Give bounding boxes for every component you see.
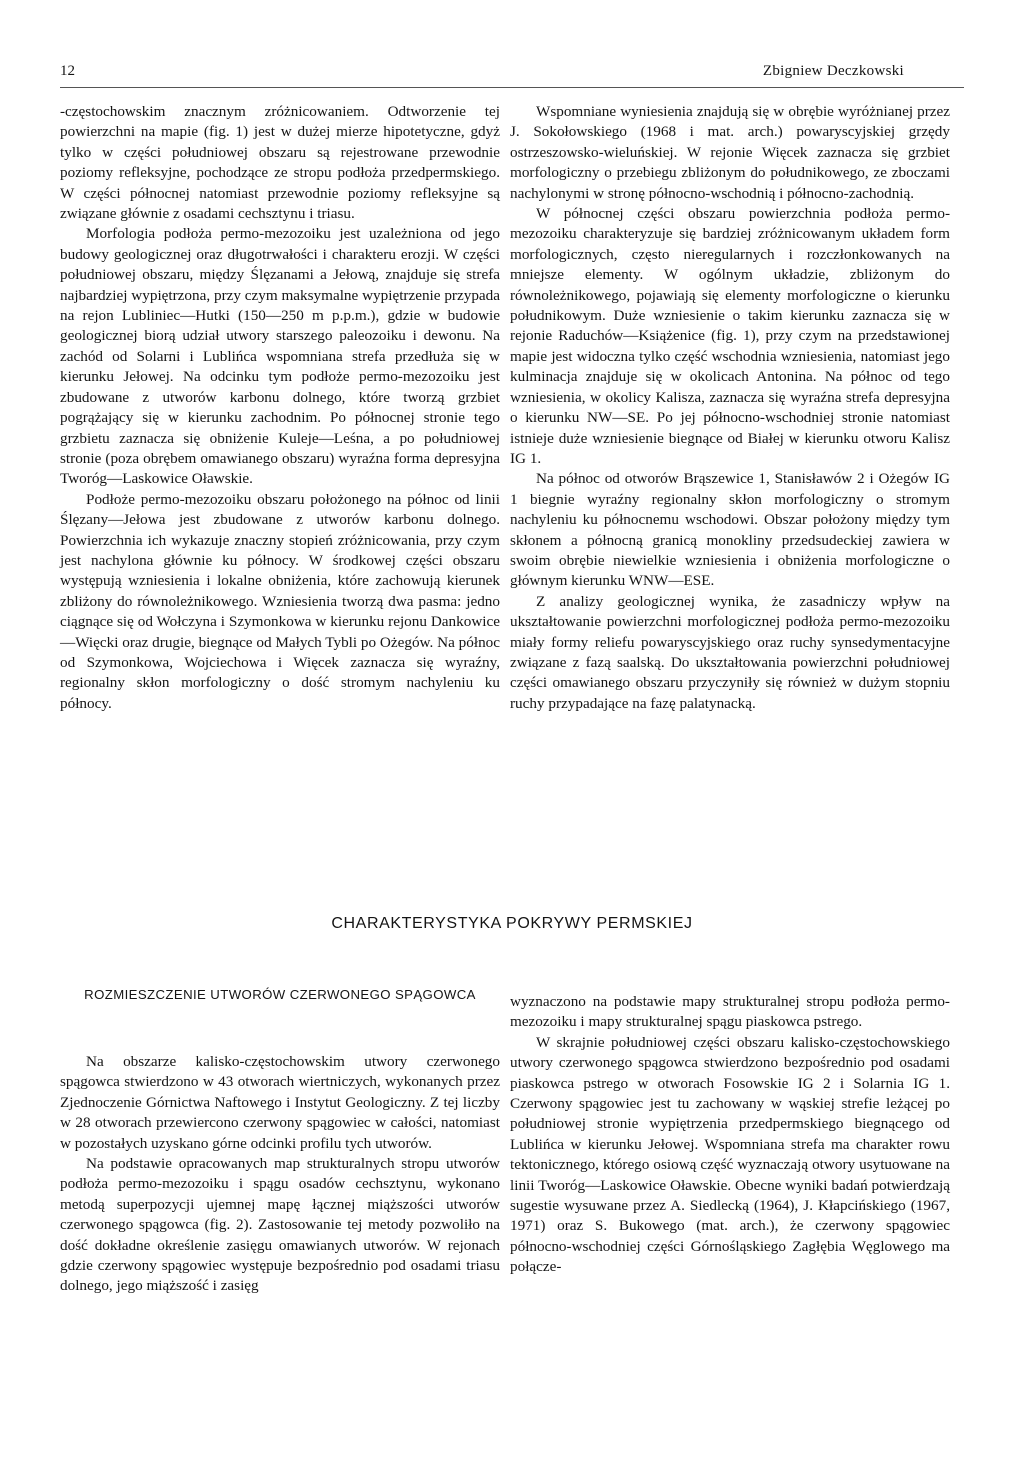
paragraph: Z analizy geologicznej wynika, że zasadniczy wpływ na ukształtowanie powierzchni morfologicznej podłoża permo-mezozoiku miały formy reliefu powaryscyjskiego oraz ruchy synsedymentacyjne związane z fazą saalską. Do ukształtowania powierzchni południowej części omawianego obszaru przyczyniły się również w dużym stopniu ruchy przypadające na fazę palatynacką. — [510, 592, 950, 712]
section-heading: CHARAKTERYSTYKA POKRYWY PERMSKIEJ — [331, 915, 693, 932]
text-column-upper-right — [510, 102, 950, 714]
running-author: Zbigniew Deczkowski — [762, 63, 904, 79]
paragraph: Wspomniane wyniesienia znajdują się w obrębie wyróżnianej przez J. Sokołowskiego (1968 i mat. arch.) powaryscyjskiej grzędy ostrzeszowsko-wieluńskiej. W rejonie Więcek zaznacza się grzbiet morfologiczny o przebiegu zbliżonym do południkowego, ze zboczami nachylonymi w stronę północno-wschodnią i północno-zachodnią. — [510, 103, 950, 202]
paragraph: W skrajnie południowej części obszaru kalisko-częstochowskiego utwory czerwonego spągowca stwierdzono bezpośrednio pod osadami piaskowca pstrego w otworach Fosowskie IG 2 i Solarnia IG 1. Czerwony spągowiec jest tu zachowany w wąskiej strefie leżącej po południowej stronie wypiętrzenia przedpermskiego biegnącego od Lublińca w kierunku Jełowej. Wspomniana strefa ma charakter rowu tektonicznego, którego osiową część wyznaczają otwory usytuowane na linii Tworóg—Laskowice Oławskie. Obecne wyniki badań potwierdzają sugestie wysuwane przez A. Siedlecką (1964), J. Kłapcińskiego (1967, 1971) oraz S. Bukowego (mat. arch.), że czerwony spągowiec północno-wschodniej części Górnośląskiego Zagłębia Węglowego ma połącze- — [510, 1033, 950, 1276]
paragraph: Na północ od otworów Brąszewice 1, Stanisławów 2 i Ożegów IG 1 biegnie wyraźny regionalny skłon morfologiczny o stromym nachyleniu ku północnemu wschodowi. Obszar położony między tym skłonem a północną granicą monokliny przedsudeckiej zawiera w swoim obrębie niewielkie wzniesienia i obniżenia morfologiczne o głównym kierunku WNW—ESE. — [510, 470, 950, 590]
text-column-upper-left — [60, 102, 500, 714]
text-column-lower-right — [510, 992, 950, 1278]
subsection-heading: ROZMIESZCZENIE UTWORÓW CZERWONEGO SPĄGOWCA — [84, 987, 476, 1002]
paragraph: Na podstawie opracowanych map strukturalnych stropu utworów podłoża permo-mezozoiku i spągu osadów cechsztynu, wykonano metodą superpozycji ujemnej mapę łącznej miąższości utworów czerwonego spągowca (fig. 2). Zastosowanie tej metody pozwoliło na dość dokładne określenie zasięgu omawianych utworów. W rejonach gdzie czerwony spągowiec występuje bezpośrednio pod osadami triasu dolnego, jego miąższość i zasięg — [60, 1155, 500, 1295]
paragraph: Podłoże permo-mezozoiku obszaru położonego na północ od linii Ślęzany—Jełowa jest zbudowane z utworów karbonu dolnego. Powierzchnia ich wykazuje znaczny stopień zróżnicowania, przy czym jest nachylona głównie ku północy. W środkowej części obszaru występują wzniesienia i lokalne obniżenia, które zachowują kierunek zbliżony do równoleżnikowego. Wzniesienia tworzą dwa pasma: jedno ciągnące się od Wołczyna i Szymonkowa w kierunku rejonu Dankowice—Więcki oraz drugie, biegnące od Małych Tybli po Ożegów. Na północ od Szymonkowa, Wojciechowa i Więcek zaznacza się wyraźny, regionalny skłon morfologiczny o dość stromym nachyleniu ku północy. — [60, 490, 500, 712]
paragraph: Na obszarze kalisko-częstochowskim utwory czerwonego spągowca stwierdzono w 43 otworach wiertniczych, wykonanych przez Zjednoczenie Górnictwa Naftowego i Instytut Geologiczny. Z tej liczby w 28 otworach przewiercono czerwony spągowiec w całości, natomiast w pozostałych uzyskano górne odcinki profilu tych utworów. — [60, 1053, 500, 1152]
page-number: 12 — [60, 63, 75, 79]
paragraph: wyznaczono na podstawie mapy strukturalnej stropu podłoża permo-mezozoiku i mapy strukturalnej spągu piaskowca pstrego. — [510, 993, 950, 1031]
paragraph: -częstochowskim znacznym zróżnicowaniem. Odtworzenie tej powierzchni na mapie (fig. 1) jest w dużej mierze hipotetyczne, gdyż tylko w części południowej obszaru są rejestrowane przewodnie poziomy refleksyjne, pochodzące ze stropu podłoża przedpermskiego. W części północnej natomiast przewodnie poziomy refleksyjne są związane głównie z osadami cechsztynu i triasu. — [60, 103, 500, 223]
paragraph: W północnej części obszaru powierzchnia podłoża permo-mezozoiku charakteryzuje się bardziej zróżnicowanym układem form morfologicznych, często nieregularnych i rozczłonkowanych na mniejsze elementy. W ogólnym układzie, zbliżonym do równoleżnikowego, pojawiają się elementy morfologiczne o kierunku południkowym. Duże wzniesienie o takim kierunku zaznacza się w rejonie Raduchów—Książenice (fig. 1), przy czym na przedstawionej mapie jest widoczna tylko część wschodnia wzniesienia, natomiast jego kulminacja znajduje się w okolicach Antonina. Na północ od tego wzniesienia, w okolicy Kalisza, zaznacza się wyraźna strefa depresyjna o kierunku NW—SE. Po jej północno-wschodniej stronie natomiast istnieje duże wzniesienie biegnące od Białej w kierunku otworu Kalisz IG 1. — [510, 205, 950, 467]
text-column-lower-left — [60, 1052, 500, 1297]
paragraph: Morfologia podłoża permo-mezozoiku jest uzależniona od jego budowy geologicznej oraz długotrwałości i charakteru erozji. W części południowej obszaru, między Ślęzanami a Jełową, znajduje się strefa najbardziej wypiętrzona, przy czym maksymalne wypiętrzenie przypada na rejon Lubliniec—Hutki (150—250 m p.p.m.), gdzie w budowie geologicznej biorą udział utwory starszego paleozoiku i dewonu. Na zachód od Solarni i Lublińca wspomniana strefa przedłuża się w kierunku Jełowej. Na odcinku tym podłoże permo-mezozoiku jest zbudowane z utworów karbonu dolnego, które tworzą grzbiet pogrążający się w kierunku zachodnim. Po północnej stronie tego grzbietu zaznacza się obniżenie Kuleje—Leśna, a po południowej stronie (poza obrębem omawianego obszaru) wyraźna forma depresyjna Tworóg—Laskowice Oławskie. — [60, 225, 500, 488]
running-head — [60, 63, 964, 88]
